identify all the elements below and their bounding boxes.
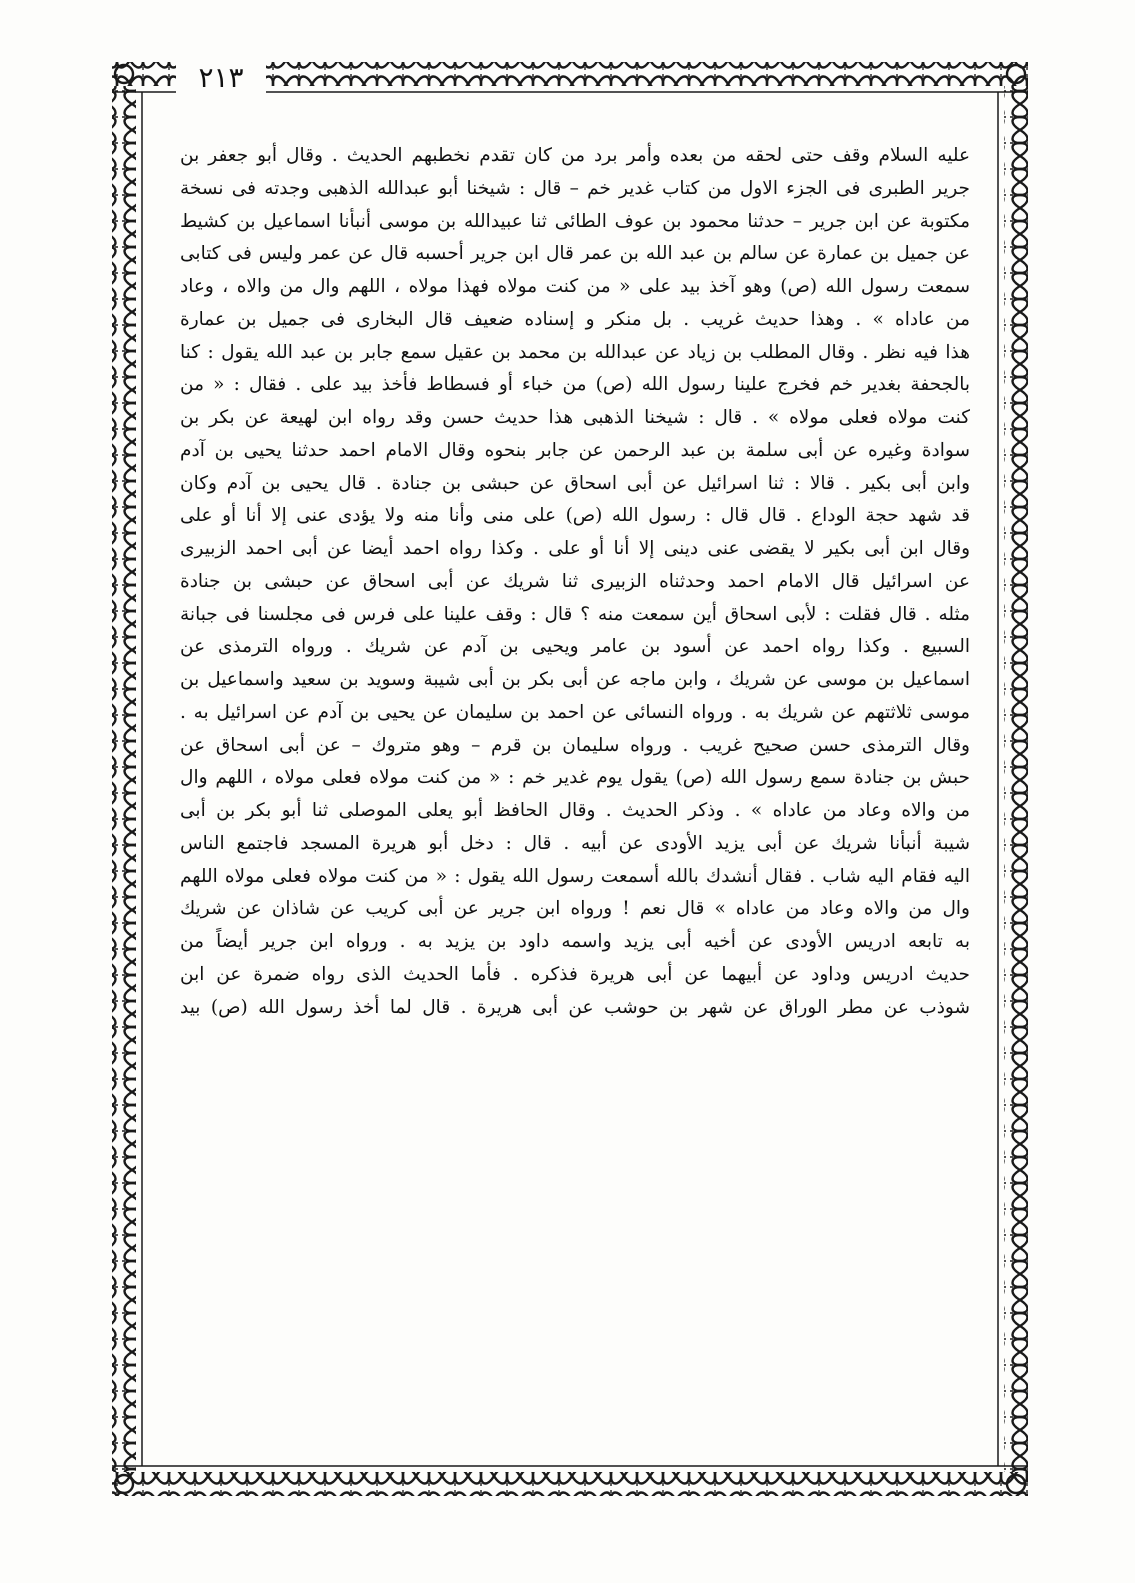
border-left [112, 86, 136, 1472]
border-bottom [112, 1472, 1028, 1496]
text-line: من والاه وعاد من عاداه » . وذكر الحديث . وقال الحافظ أبو يعلى الموصلى ثنا أبو بكر بن أبى [180, 800, 970, 821]
text-line: عليه السلام وقف حتى لحقه من بعده وأمر برد من كان تقدم نخطبهم الحديث . وقال أبو جعفر بن [180, 145, 970, 166]
text-line: وال من والاه وعاد من عاداه » قال نعم ! ورواه ابن جرير عن أبى كريب عن شاذان عن شريك [180, 898, 970, 920]
text-line: مثله . قال فقلت : لأبى اسحاق أين سمعت منه ؟ قال : وقف علينا على فرس فى مجلسنا فى جبانة [180, 603, 970, 625]
main-text [180, 140, 970, 1450]
text-line: سمعت رسول الله (ص) وهو آخذ بيد على « من كنت مولاه فهذا مولاه ، اللهم وال من والاه ، وعاد [180, 276, 970, 297]
text-line: وقال الترمذى حسن صحيح غريب . ورواه سليمان بن قرم – وهو متروك – عن أبى اسحاق عن [180, 734, 970, 756]
text-line: شوذب عن مطر الوراق عن شهر بن حوشب عن أبى هريرة . قال لما أخذ رسول الله (ص) بيد [180, 996, 970, 1018]
text-line: اسماعيل بن موسى عن شريك ، وابن ماجه عن أبى بكر بن أبى شيبة وسويد بن سعيد واسماعيل بن [180, 669, 970, 690]
text-line: قد شهد حجة الوداع . قال قال : رسول الله (ص) على منى وأنا منه ولا يؤدى عنى إلا أنا أو على [180, 505, 970, 527]
text-line: شيبة أنبأنا شريك عن أبى يزيد الأودى عن أبيه . قال : دخل أبو هريرة المسجد فاجتمع الناس [180, 832, 970, 854]
text-line: مكتوبة عن ابن جرير – حدثنا محمود بن عوف الطائى ثنا عبيدالله بن موسى أنبأنا اسماعيل بن كشيط [180, 210, 970, 232]
text-line: موسى ثلاثتهم عن شريك به . ورواه النسائى عن احمد بن سليمان عن يحيى بن آدم عن اسرائيل به . [180, 701, 970, 723]
border-right [1004, 86, 1028, 1472]
text-line: كنت مولاه فعلى مولاه » . قال : شيخنا الذهبى هذا حديث حسن وقد رواه ابن لهيعة عن بكر بن [180, 407, 970, 428]
text-line: سوادة وغيره عن أبى سلمة بن عبد الرحمن عن جابر بنحوه وقال الامام احمد حدثنا يحيى بن آدم [180, 439, 970, 461]
text-line: السبيع . وكذا رواه احمد عن أسود بن عامر ويحيى بن آدم عن شريك . ورواه الترمذى عن [180, 636, 970, 658]
text-line: وابن أبى بكير . قالا : ثنا اسرائيل عن أبى اسحاق عن حبشى بن جنادة . قال يحيى بن آدم وكان [180, 472, 970, 494]
text-line: اليه فقام اليه شاب . فقال أنشدك بالله أسمعت رسول الله يقول : « من كنت مولاه فعلى مولاه اللهم [180, 865, 970, 887]
text-line: عن جميل بن عمارة عن سالم بن عبد الله بن عمر قال ابن جرير أحسبه قال عن عمر وليس فى كتابى [180, 243, 970, 265]
text-line: حديث ادريس وداود عن أبيهما عن أبى هريرة فذكره . فأما الحديث الذى رواه ضمرة عن ابن [180, 963, 970, 985]
page-number: ٢١٣ [176, 58, 266, 98]
text-line: هذا فيه نظر . وقال المطلب بن زياد عن عبدالله بن محمد بن عقيل سمع جابر بن عبد الله يقول : كنا [180, 341, 970, 363]
text-line: به تابعه ادريس الأودى عن أخيه أبى يزيد واسمه داود بن يزيد به . ورواه ابن جرير أيضاً من [180, 931, 970, 952]
text-line: عن اسرائيل قال الامام احمد وحدثناه الزبيرى ثنا شريك عن أبى اسحاق عن حبشى بن جنادة [180, 570, 970, 592]
text-line: حبش بن جنادة سمع رسول الله (ص) يقول يوم غدير خم : « من كنت مولاه فعلى مولاه ، اللهم وال [180, 767, 970, 789]
text-line: من عاداه » . وهذا حديث غريب . بل منكر و إسناده ضعيف قال البخارى فى جميل بن عمارة [180, 308, 970, 330]
text-line: جرير الطبرى فى الجزء الاول من كتاب غدير خم – قال : شيخنا أبو عبدالله الذهبى وجدته فى نسخة [180, 177, 970, 199]
text-line: وقال ابن أبى بكير لا يقضى عنى دينى إلا أنا أو على . وكذا رواه احمد أيضا عن أبى احمد الزبيرى [180, 538, 970, 559]
text-line: بالجحفة بغدير خم فخرج علينا رسول الله (ص) من خباء أو فسطاط فأخذ بيد على . فقال : « من [180, 374, 970, 396]
